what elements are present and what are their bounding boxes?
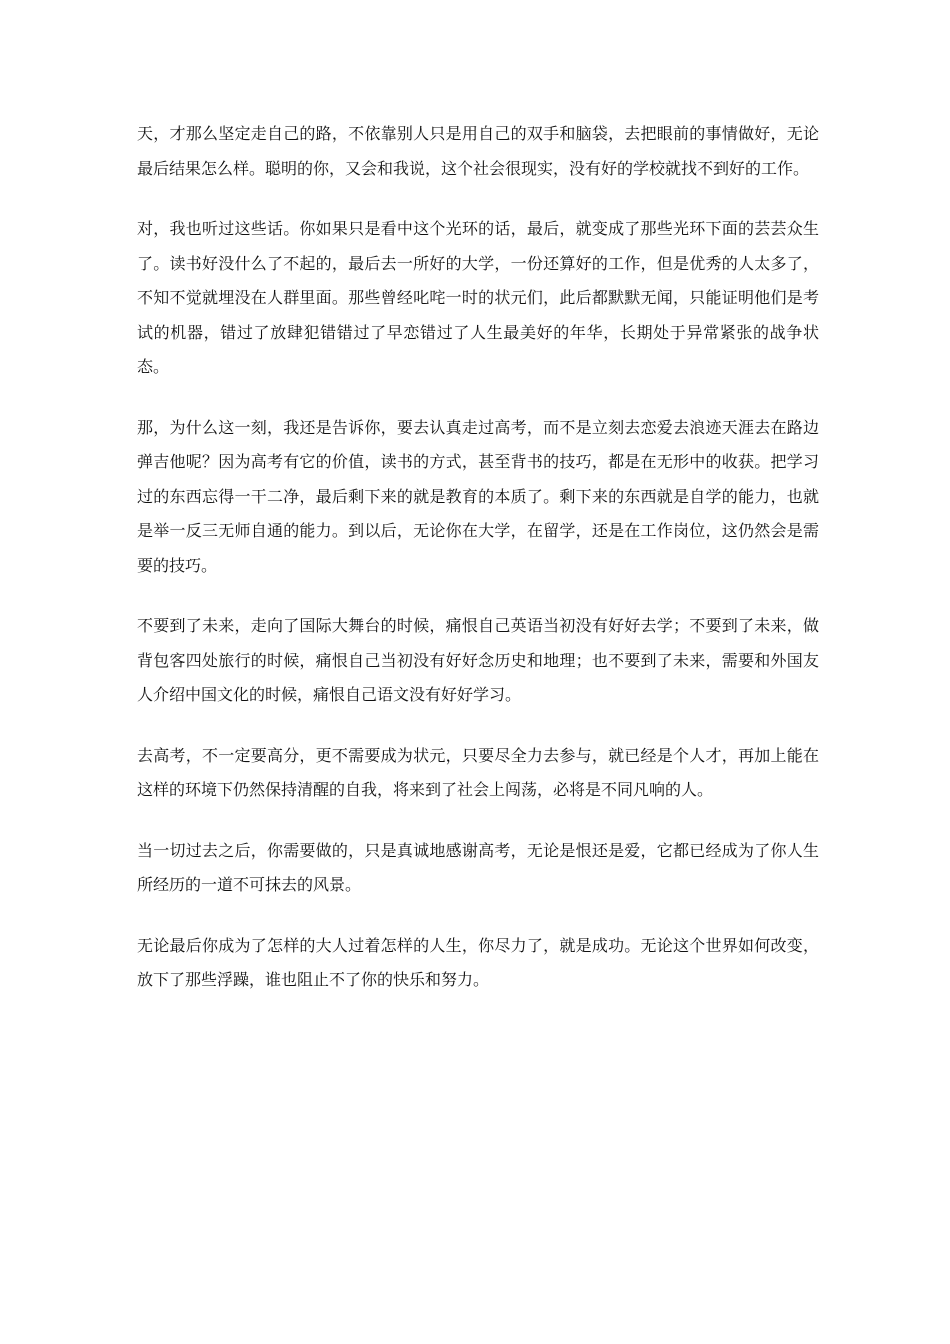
- paragraph-2: 对，我也听过这些话。你如果只是看中这个光环的话，最后，就变成了那些光环下面的芸芸众生了。读书好没什么了不起的，最后去一所好的大学，一份还算好的工作，但是优秀的人太多了，不知不觉就埋没在人群里面。那些曾经叱咤一时的状元们，此后都默默无闻，只能证明他们是考试的机器，错过了放肆犯错错过了早恋错过了人生最美好的年华，长期处于异常紧张的战争状态。: [137, 219, 819, 376]
- paragraph-7: 无论最后你成为了怎样的大人过着怎样的人生，你尽力了，就是成功。无论这个世界如何改变，放下了那些浮躁，谁也阻止不了你的快乐和努力。: [137, 935, 819, 989]
- paragraph-6: 当一切过去之后，你需要做的，只是真诚地感谢高考，无论是恨还是爱，它都已经成为了你人生所经历的一道不可抹去的风景。: [137, 840, 819, 894]
- paragraph-3: 那，为什么这一刻，我还是告诉你，要去认真走过高考，而不是立刻去恋爱去浪迹天涯去在路边弹吉他呢？因为高考有它的价值，读书的方式，甚至背书的技巧，都是在无形中的收获。把学习过的东西忘得一干二净，最后剩下来的就是教育的本质了。剩下来的东西就是自学的能力，也就是举一反三无师自通的能力。到以后，无论你在大学，在留学，还是在工作岗位，这仍然会是需要的技巧。: [137, 417, 819, 575]
- paragraph-4: 不要到了未来，走向了国际大舞台的时候，痛恨自己英语当初没有好好去学；不要到了未来，做背包客四处旅行的时候，痛恨自己当初没有好好念历史和地理；也不要到了未来，需要和外国友人介绍中国文化的时候，痛恨自己语文没有好好学习。: [137, 616, 819, 704]
- paragraph-1: 天，才那么坚定走自己的路，不依靠别人只是用自己的双手和脑袋，去把眼前的事情做好，无论最后结果怎么样。聪明的你，又会和我说，这个社会很现实，没有好的学校就找不到好的工作。: [137, 124, 819, 178]
- paragraph-5: 去高考，不一定要高分，更不需要成为状元，只要尽全力去参与，就已经是个人才，再加上能在这样的环境下仍然保持清醒的自我，将来到了社会上闯荡，必将是不同凡响的人。: [137, 745, 819, 799]
- document-body: [137, 117, 819, 998]
